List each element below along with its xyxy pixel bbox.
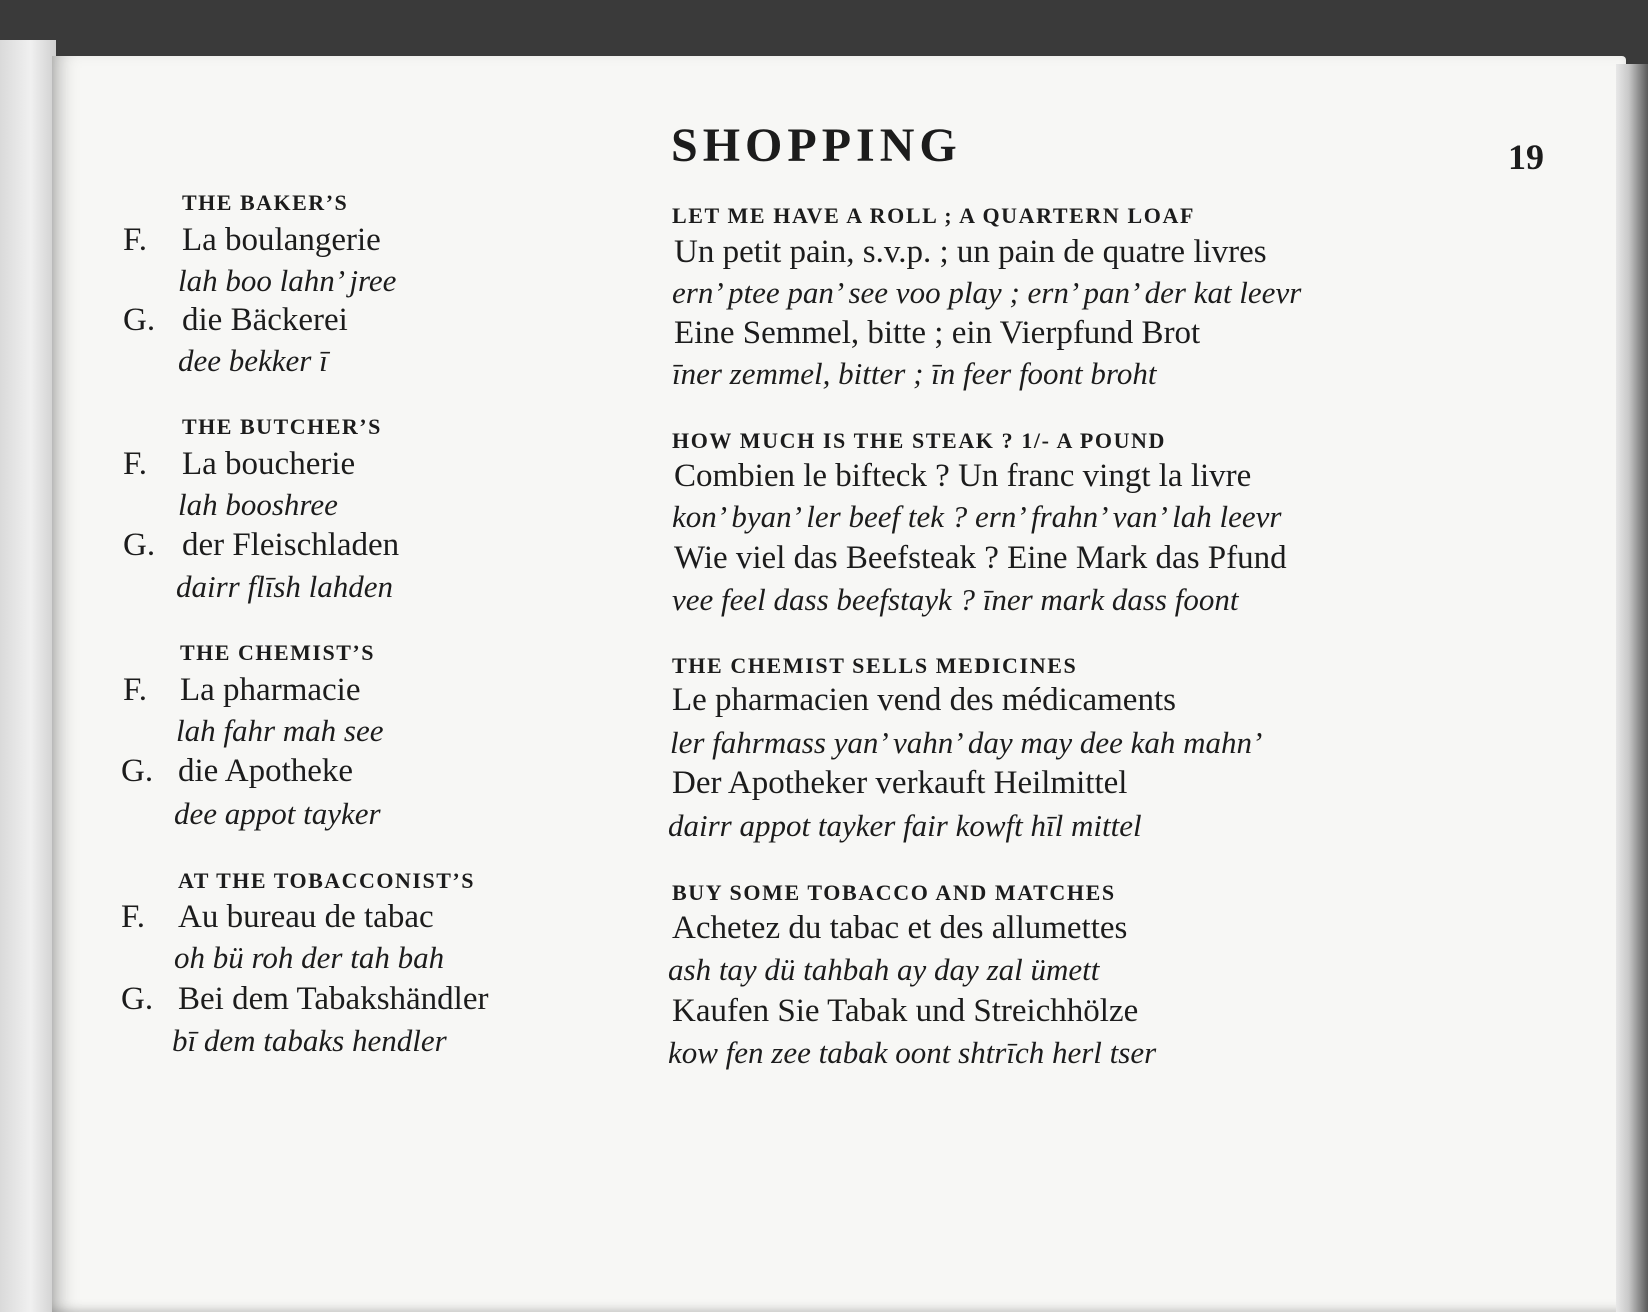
french-word: La boucherie — [182, 446, 356, 482]
french-pronunciation: lah fahr mah see — [176, 713, 384, 748]
german-phrase: Kaufen Sie Tabak und Streichhölze — [672, 993, 1139, 1029]
german-phrase: Der Apotheker verkauft Heilmittel — [672, 765, 1128, 801]
french-pronunciation: oh bü roh der tah bah — [174, 940, 445, 975]
french-pronunciation: ash tay dü tahbah ay day zal ümett — [668, 952, 1100, 987]
german-letter: G. — [123, 302, 156, 338]
german-word: die Apotheke — [178, 753, 354, 789]
left-heading: AT THE TOBACCONIST’S — [178, 868, 475, 893]
german-pronunciation: vee feel dass beefstayk ? īner mark dass foont — [672, 582, 1239, 617]
french-word: La pharmacie — [180, 672, 361, 708]
german-phrase: Eine Semmel, bitte ; ein Vierpfund Brot — [674, 315, 1201, 351]
phrase-heading: HOW MUCH IS THE STEAK ? 1/- A POUND — [672, 428, 1167, 453]
phrase-heading: THE CHEMIST SELLS MEDICINES — [672, 653, 1078, 678]
german-pronunciation: dairr flīsh lahden — [176, 569, 394, 604]
french-phrase: Achetez du tabac et des allumettes — [672, 910, 1128, 946]
german-letter: G. — [121, 753, 154, 789]
french-letter: F. — [121, 899, 145, 935]
french-pronunciation: ern’ ptee pan’ see voo play ; ern’ pan’ der kat leevr — [672, 275, 1302, 310]
german-letter: G. — [121, 981, 154, 1017]
french-letter: F. — [123, 672, 147, 708]
german-word: die Bäckerei — [182, 302, 348, 338]
german-pronunciation: bī dem tabaks hendler — [172, 1023, 447, 1058]
left-heading: THE BAKER’S — [182, 190, 349, 215]
german-word: der Fleischladen — [182, 527, 400, 563]
german-pronunciation: dairr appot tayker fair kowft hīl mittel — [668, 808, 1142, 843]
german-pronunciation: īner zemmel, bitter ; īn feer foont broht — [672, 356, 1157, 391]
german-letter: G. — [123, 527, 156, 563]
phrase-heading: LET ME HAVE A ROLL ; A QUARTERN LOAF — [672, 203, 1196, 228]
german-pronunciation: dee appot tayker — [174, 796, 381, 831]
french-letter: F. — [123, 446, 147, 482]
page-title: SHOPPING — [671, 119, 962, 172]
german-pronunciation: kow fen zee tabak oont shtrīch herl tser — [668, 1035, 1157, 1070]
german-pronunciation: dee bekker ī — [178, 343, 328, 378]
french-pronunciation: kon’ byan’ ler beef tek ? ern’ frahn’ van’ lah leevr — [672, 499, 1282, 534]
french-phrase: Combien le bifteck ? Un franc vingt la livre — [674, 458, 1252, 494]
page-edge — [1616, 64, 1648, 1312]
french-phrase: Un petit pain, s.v.p. ; un pain de quatre livres — [674, 234, 1267, 270]
french-pronunciation: lah boo lahn’ jree — [178, 263, 397, 298]
left-heading: THE BUTCHER’S — [182, 414, 382, 439]
left-heading: THE CHEMIST’S — [180, 640, 375, 665]
french-pronunciation: lah booshree — [178, 487, 338, 522]
french-phrase: Le pharmacien vend des médicaments — [672, 682, 1176, 718]
page-number: 19 — [1508, 137, 1544, 177]
phrase-heading: BUY SOME TOBACCO AND MATCHES — [672, 880, 1116, 905]
french-word: La boulangerie — [182, 222, 381, 258]
french-pronunciation: ler fahrmass yan’ vahn’ day may dee kah mahn’ — [670, 725, 1263, 760]
french-letter: F. — [123, 222, 147, 258]
french-word: Au bureau de tabac — [178, 899, 434, 935]
german-word: Bei dem Tabakshändler — [178, 981, 489, 1017]
book-spine — [0, 40, 56, 1312]
german-phrase: Wie viel das Beefsteak ? Eine Mark das Pfund — [674, 540, 1287, 576]
